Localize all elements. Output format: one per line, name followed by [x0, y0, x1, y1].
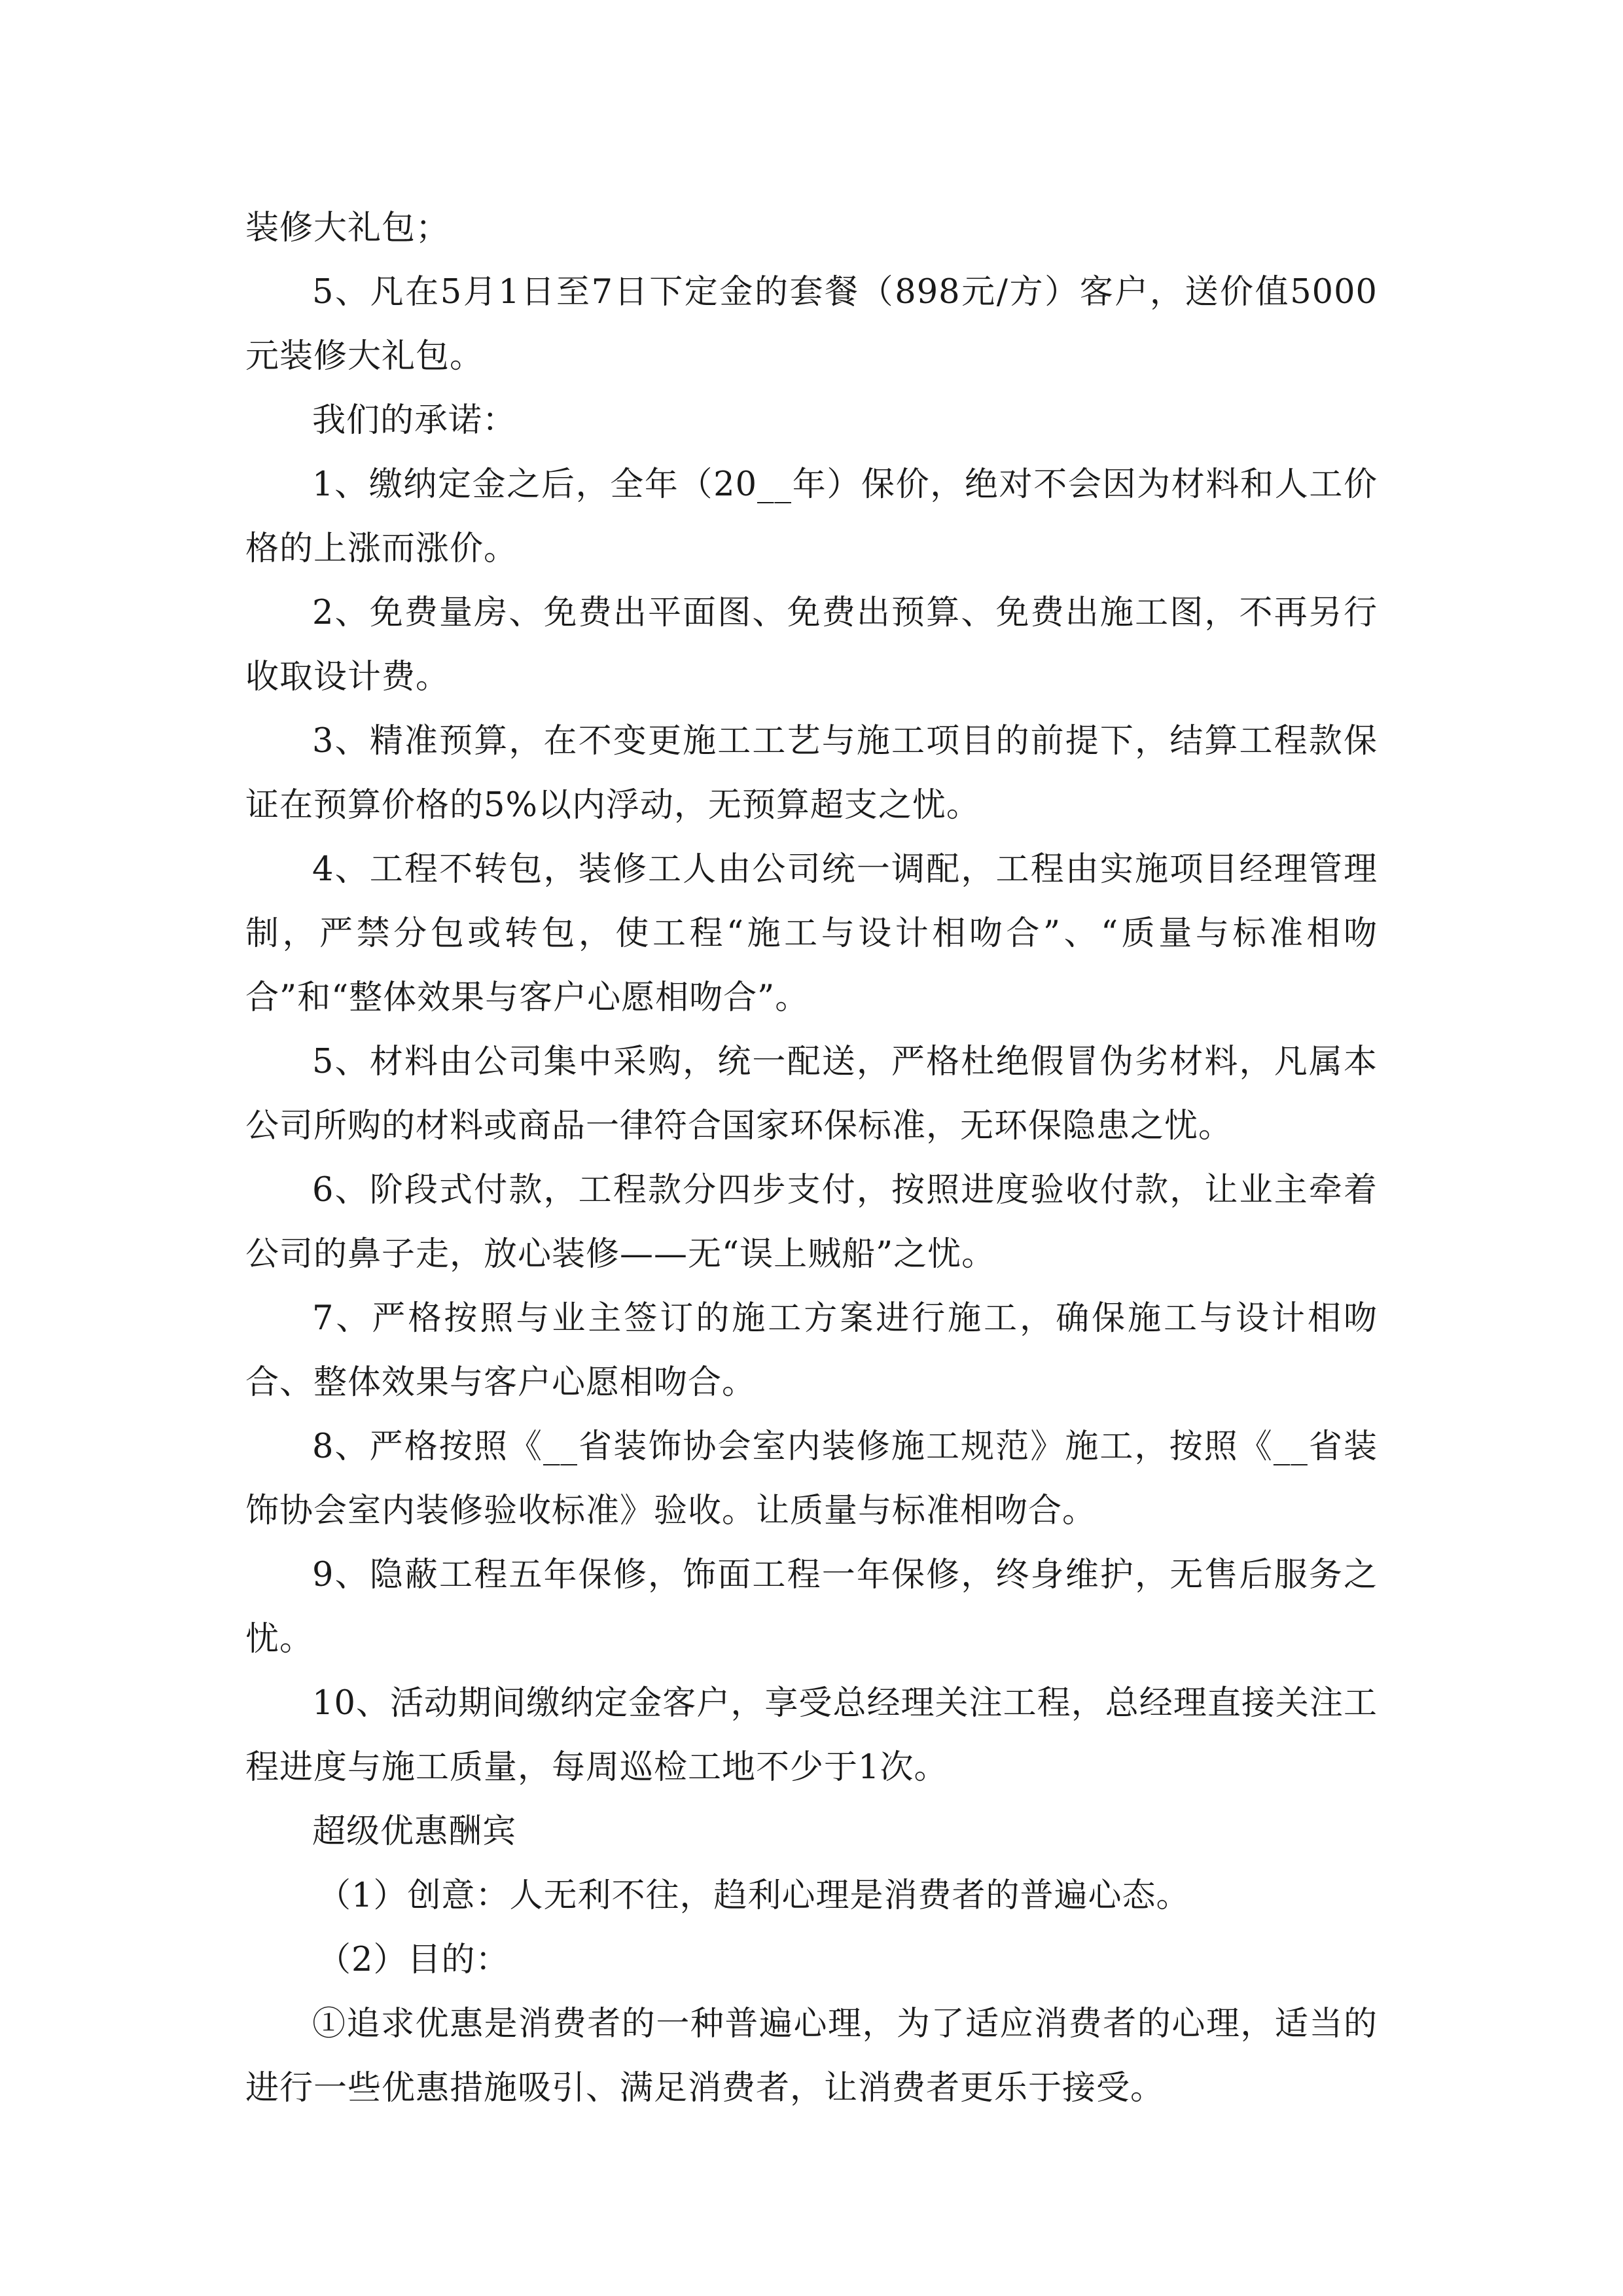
promise-item-5: 5、材料由公司集中采购，统一配送，严格杜绝假冒伪劣材料，凡属本公司所购的材料或商品一律符合国家环保标准，无环保隐患之忧。 [245, 1043, 1378, 1145]
subsection-creative: （1）创意：人无利不往，趋利心理是消费者的普遍心态。 [317, 1876, 1190, 1915]
promise-item-10: 10、活动期间缴纳定金客户，享受总经理关注工程，总经理直接关注工程进度与施工质量，每周巡检工地不少于1次。 [245, 1684, 1378, 1787]
subsection-purpose: （2）目的： [317, 1941, 510, 1979]
paragraph-gift-package-continued: 装修大礼包； [245, 209, 450, 247]
promise-item-1: 1、缴纳定金之后，全年（20__年）保价，绝对不会因为材料和人工价格的上涨而涨价。 [245, 465, 1378, 568]
heading-our-promises: 我们的承诺： [312, 401, 517, 440]
paragraph-item-5-package-offer: 5、凡在5月1日至7日下定金的套餐（898元/方）客户，送价值5000元装修大礼包。 [245, 273, 1378, 376]
promise-item-9: 9、隐蔽工程五年保修，饰面工程一年保修，终身维护，无售后服务之忧。 [245, 1556, 1378, 1659]
promise-item-6: 6、阶段式付款，工程款分四步支付，按照进度验收付款，让业主牵着公司的鼻子走，放心装修——无“误上贼船”之忧。 [245, 1171, 1378, 1274]
promise-item-2: 2、免费量房、免费出平面图、免费出预算、免费出施工图，不再另行收取设计费。 [245, 594, 1378, 696]
document-body [245, 196, 1378, 2121]
promise-item-8: 8、严格按照《__省装饰协会室内装修施工规范》施工，按照《__省装饰协会室内装修验收标准》验收。让质量与标准相吻合。 [245, 1427, 1378, 1530]
purpose-item-1: ①追求优惠是消费者的一种普遍心理，为了适应消费者的心理，适当的进行一些优惠措施吸引、满足消费者，让消费者更乐于接受。 [245, 2005, 1378, 2108]
promise-item-3: 3、精准预算，在不变更施工工艺与施工项目的前提下，结算工程款保证在预算价格的5%以内浮动，无预算超支之忧。 [245, 722, 1378, 825]
heading-super-discount: 超级优惠酬宾 [312, 1812, 517, 1851]
promise-item-4: 4、工程不转包，装修工人由公司统一调配，工程由实施项目经理管理制，严禁分包或转包，使工程“施工与设计相吻合”、“质量与标准相吻合”和“整体效果与客户心愿相吻合”。 [245, 850, 1378, 1017]
promise-item-7: 7、严格按照与业主签订的施工方案进行施工，确保施工与设计相吻合、整体效果与客户心愿相吻合。 [245, 1299, 1378, 1402]
